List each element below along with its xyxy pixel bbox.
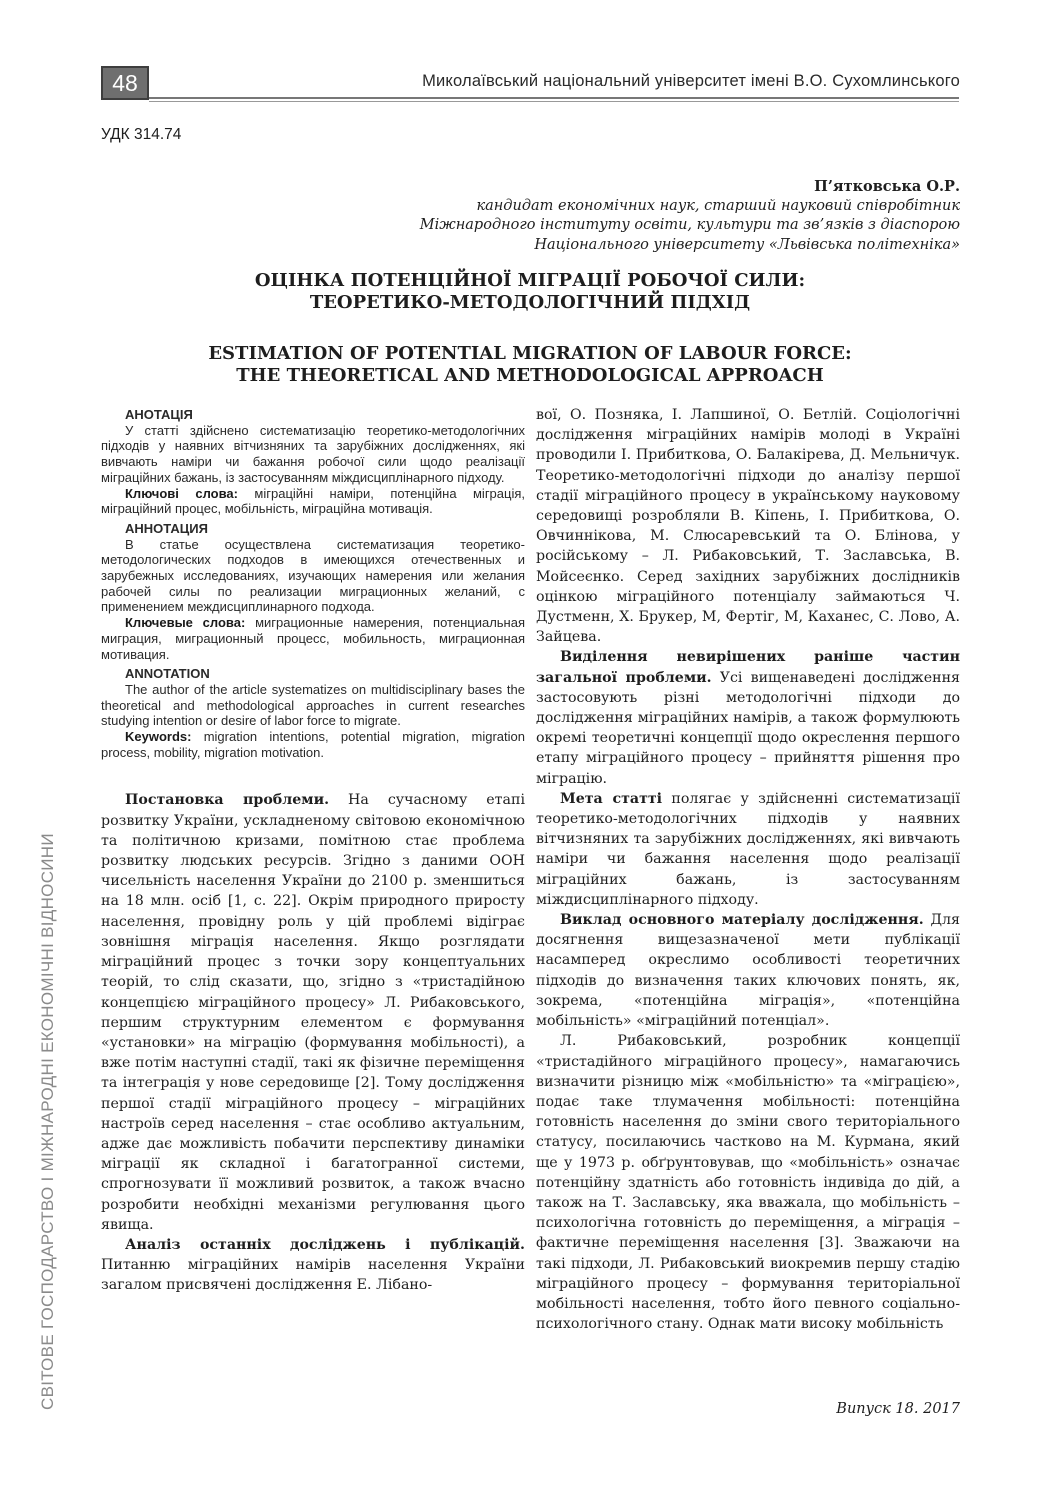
title-line: ESTIMATION OF POTENTIAL MIGRATION OF LABOUR FORCE: (208, 343, 852, 364)
article-title-english (100, 343, 960, 387)
abstract-ukrainian (101, 407, 525, 517)
paragraph (536, 647, 960, 788)
paragraph-text: Питанню міграційних намірів населення України загалом присвячені дослідження Е. Лібано- (101, 1257, 525, 1294)
abstract-russian (101, 521, 525, 662)
body-text-right (536, 405, 960, 1334)
title-line: ТЕОРЕТИКО-МЕТОДОЛОГІЧНИЙ ПІДХІД (309, 292, 751, 313)
abstract-keywords (101, 615, 525, 662)
author-affiliation-line: кандидат економічних наук, старший науковий співробітник (476, 197, 960, 214)
section-heading: Виклад основного матеріалу дослідження. (560, 912, 924, 929)
right-column (536, 405, 960, 1334)
paragraph-text: Для досягнення вищезазначеної мети публікації насамперед окреслимо особливості теоретичних підходів до визначення таких ключових понять, як, зокрема, «потенційна міграція», «потенційна мобільність» «міграційний потенціал». (536, 912, 960, 1030)
body-text-left (101, 790, 525, 1295)
abstract-text: У статті здійснено систематизацію теоретико-методологічних підходів у наявних вітчизняних та зарубіжних дослідженнях, які вивчають наміри чи бажання робочої сили щодо реалізації міграційних бажань, із застосуванням міждисциплінарного підходу. (101, 422, 525, 485)
paragraph-text: Л. Рибаковський, розробник концепції «тристадійного міграційного процесу», намагаючись визначити різницю між «мобільністю» та «міграцією», подає таке тлумачення мобільності: потенційна готовність населення до зміни свого територіального статусу, посилаючись частково на М. Курмана, який ще у 1973 р. обґрунтовував, що «мобільність» означає потенційну здатність або готовність індивіда до дій, а також на Т. Заславську, яка вважала, що мобільність – психологічна готовність до переміщення, а міграція – фактичне переміщення населення [3]. Зважаючи на такі підходи, Л. Рибаковський виокремив першу стадію міграційного процесу – формування територіальної мобільності населення, тобто його певного соціально-психологічного стану. Однак мати високу мобільність (536, 1033, 960, 1333)
author-block (420, 177, 960, 255)
issue-footer: Випуск 18. 2017 (836, 1401, 960, 1417)
paragraph-text: вої, О. Позняка, І. Лапшиної, О. Бетлій. Соціологічні дослідження міграційних намірів молоді в Україні проводили І. Прибиткова, О. Балакірева, Д. Мельничук. Теоретико-методологічні підходи до аналізу першої стадії міграційного процесу в українському науковому середовищі розробляли В. Кіпень, І. Прибиткова, О. Овчиннікова, М. Слюсаревський та О. Блінова, у російському – Л. Рибаковський, Т. Заславська, В. Мойсеєнко. Серед західних зарубіжних дослідників оцінкою міграційного потенціалу займаються Ч. Дустменн, Х. Брукер, М, Фертіг, М, Каханес, С. Лово, А. Зайцева. (536, 407, 960, 646)
author-name: П’ятковська О.Р. (814, 178, 960, 195)
keywords-text: migration intentions, potential migration, migration process, mobility, migration motivation. (101, 729, 525, 760)
section-heading: Аналіз останніх досліджень і публікацій. (125, 1236, 525, 1253)
section-heading: Постановка проблеми. (125, 792, 330, 809)
title-line: ОЦІНКА ПОТЕНЦІЙНОЇ МІГРАЦІЇ РОБОЧОЇ СИЛИ: (254, 270, 806, 291)
page-number: 48 (101, 66, 149, 100)
abstract-heading: АННОТАЦИЯ (125, 520, 208, 536)
title-line: THE THEORETICAL AND METHODOLOGICAL APPROACH (236, 365, 824, 386)
paragraph (101, 790, 525, 1234)
paragraph (536, 1031, 960, 1334)
abstract-text: В статье осуществлена систематизация теоретико-методологических подходов в имеющихся отечественных и зарубежных исследованиях, изучающих намерения или желания рабочей силы по реализации миграционных желаний, с применением междисциплинарного подхода. (101, 536, 525, 615)
paragraph (536, 789, 960, 910)
paragraph (101, 1235, 525, 1296)
header-rule (149, 97, 959, 102)
section-heading: Мета статті (560, 790, 663, 807)
paragraph-text: полягає у здійсненні систематизації теоретико-методологічних підходів у наявних вітчизняних та зарубіжних дослідженнях, які вивчають наміри чи бажання населення щодо реалізації міграційних бажань, із застосуванням міждисциплінарного підходу. (536, 790, 960, 908)
abstract-keywords (101, 729, 525, 760)
author-affiliation-line: Міжнародного інституту освіти, культури та зв’язків з діаспорою (419, 217, 960, 233)
journal-section-sidebar: СВІТОВЕ ГОСПОДАРСТВО І МІЖНАРОДНІ ЕКОНОМІЧНІ ВІДНОСИНИ (38, 833, 57, 1410)
keywords-text: міграційні наміри, потенційна міграція, міграційний процес, мобільність, міграційна мотивація. (101, 485, 526, 517)
section-heading: Виділення невирішених раніше частин загальної проблеми. (536, 649, 960, 686)
abstract-heading: ANNOTATION (125, 666, 210, 682)
abstract-heading: АНОТАЦІЯ (125, 407, 193, 422)
keywords-label: Ключевые слова: (125, 615, 246, 631)
article-title-ukrainian (100, 270, 960, 314)
author-affiliation-line: Національного університету «Львівська політехніка» (534, 236, 960, 253)
keywords-text: миграционные намерения, потенциальная миграция, миграционный процесс, мобильность, миграционная мотивация. (101, 615, 526, 662)
abstract-text: The author of the article systematizes on multidisciplinary bases the theoretical and methodological approaches in current researches studying intention or desire of labor force to migrate. (101, 681, 525, 729)
abstracts (101, 407, 525, 760)
left-column (101, 405, 525, 1296)
paragraph-text: Усі вищенаведені дослідження застосовують різні методологічні підходи до дослідження міграційних намірів, а також формулюють окремі теоретичні концепції щодо окреслення першого етапу міграційного процесу – прийняття рішення про міграцію. (536, 669, 960, 787)
paragraph (536, 910, 960, 1031)
journal-title: Миколаївський національний університет імені В.О. Сухомлинського (422, 72, 960, 90)
paragraph (536, 405, 960, 647)
udk-code: УДК 314.74 (101, 126, 182, 143)
paragraph-text: На сучасному етапі розвитку України, ускладненому світовою економічною та політичною кризами, помітною стає проблема розвитку людських ресурсів. Згідно з даними ООН чисельність населення України до 2100 р. зменшиться на 18 млн. осіб [1, с. 22]. Окрім природного приросту населення, провідну роль у цій проблемі відіграє зовнішня міграція населення. Якщо розглядати міграційний процес з точки зору концептуальних теорій, то слід сказати, що, згідно з «тристадійною концепцією міграційного процесу» Л. Рибаковського, першим структурним елементом є формування «установки» на міграцію (формування мобільності), а вже потім наступні стадії, такі як фізичне переміщення та інтеграція у нове середовище [2]. Тому дослідження першої стадії міграційного процесу – міграційних настроїв серед населення – стає особливо актуальним, адже дає можливість побачити перспективу динаміки міграції як складної і багатогранної системи, спрогнозувати її можливий розвиток, а також вчасно розробити необхідні механізми регулювання цього явища. (101, 792, 525, 1233)
abstract-english (101, 666, 525, 760)
keywords-label: Keywords: (125, 729, 192, 745)
abstract-keywords (101, 486, 525, 517)
keywords-label: Ключові слова: (125, 485, 238, 501)
